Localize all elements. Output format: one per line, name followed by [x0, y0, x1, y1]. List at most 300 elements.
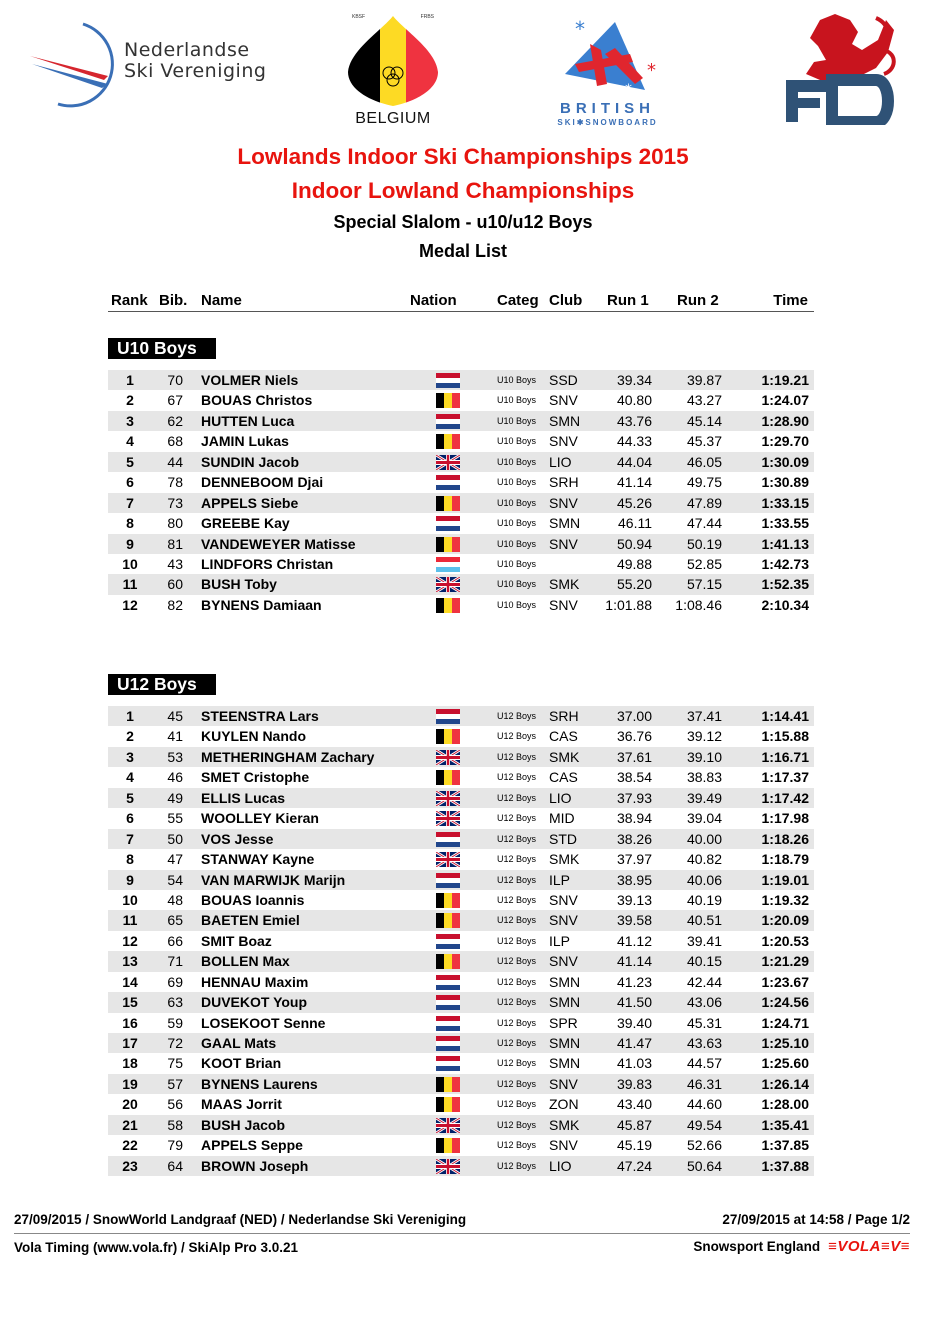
club-cell: SNV	[549, 392, 578, 409]
name-cell: BUSH Toby	[201, 576, 277, 593]
name-cell: DENNEBOOM Djai	[201, 474, 324, 491]
bib-cell: 49	[167, 789, 183, 806]
category-cell: U12 Boys	[497, 1038, 537, 1048]
fls-logo	[780, 10, 900, 125]
table-row	[108, 992, 814, 1012]
bib-cell: 44	[167, 453, 183, 470]
belgium-flag-icon	[436, 1097, 460, 1112]
name-cell: SMET Cristophe	[201, 769, 310, 786]
category-cell: U10 Boys	[497, 497, 537, 508]
rank-cell: 9	[126, 535, 134, 552]
bib-cell: 62	[167, 412, 183, 429]
run1-cell: 38.95	[616, 871, 652, 888]
club-cell: SMK	[549, 576, 580, 593]
footer-print-info: 27/09/2015 at 14:58 / Page 1/2	[722, 1212, 910, 1227]
run2-cell: 46.31	[686, 1075, 722, 1092]
uk-flag-icon	[436, 750, 460, 765]
time-cell: 1:17.42	[761, 789, 809, 806]
bib-cell: 82	[167, 596, 183, 613]
rank-cell: 10	[122, 555, 138, 572]
table-row	[108, 493, 814, 513]
name-cell: VOLMER Niels	[201, 372, 299, 388]
netherlands-flag-icon	[436, 516, 460, 531]
time-cell: 1:18.79	[761, 851, 809, 868]
british-logo-line2: SKI✱SNOWBOARD	[557, 118, 658, 127]
table-row	[108, 411, 814, 431]
netherlands-flag-icon	[436, 873, 460, 888]
name-cell: APPELS Siebe	[201, 494, 299, 511]
run2-cell: 44.60	[686, 1096, 722, 1113]
belgium-logo-frbs: FRBS	[420, 14, 434, 20]
time-cell: 1:25.10	[761, 1035, 809, 1051]
run1-cell: 1:01.88	[605, 596, 652, 613]
event-title: Lowlands Indoor Ski Championships 2015	[237, 144, 689, 169]
rank-cell: 14	[122, 973, 138, 990]
category-cell: U12 Boys	[497, 915, 537, 926]
netherlands-flag-icon	[436, 1036, 460, 1051]
category-cell: U12 Boys	[497, 956, 537, 967]
belgium-flag-icon	[436, 893, 460, 908]
bib-cell: 41	[167, 728, 183, 745]
bib-cell: 56	[167, 1096, 183, 1113]
time-cell: 1:24.71	[761, 1014, 809, 1031]
name-cell: ELLIS Lucas	[201, 789, 286, 806]
run2-cell: 47.89	[686, 494, 722, 511]
netherlands-flag-icon	[436, 709, 460, 724]
run2-cell: 52.85	[686, 555, 722, 572]
run2-cell: 42.44	[686, 973, 722, 990]
time-cell: 1:18.26	[761, 830, 809, 847]
category-cell: U10 Boys	[497, 477, 537, 488]
table-row	[108, 390, 814, 410]
belgium-flag-icon	[436, 954, 460, 969]
category-cell: U12 Boys	[497, 1078, 537, 1089]
section-label-u12: U12 Boys	[108, 674, 216, 695]
table-row	[108, 1053, 814, 1073]
table-row	[108, 452, 814, 472]
table-row	[108, 808, 814, 828]
rank-cell: 5	[126, 453, 134, 470]
run2-cell: 40.51	[686, 912, 722, 929]
netherlands-flag-icon	[436, 414, 460, 429]
table-row	[108, 849, 814, 869]
name-cell: VANDEWEYER Matisse	[201, 535, 356, 552]
category-cell: U10 Boys	[497, 375, 537, 385]
rank-cell: 9	[126, 871, 134, 888]
category-cell: U12 Boys	[497, 1058, 537, 1069]
table-row	[108, 472, 814, 492]
table-row	[108, 788, 814, 808]
page-titles	[0, 140, 926, 266]
footer-event-info: 27/09/2015 / SnowWorld Landgraaf (NED) / Nederlandse Ski Vereniging	[14, 1212, 467, 1227]
uk-flag-icon	[436, 811, 460, 826]
run2-cell: 45.31	[686, 1014, 722, 1031]
run2-cell: 49.75	[686, 474, 722, 491]
rank-cell: 10	[122, 891, 138, 908]
table-row	[108, 513, 814, 533]
run1-cell: 37.97	[616, 851, 652, 868]
time-cell: 1:19.32	[761, 891, 809, 908]
club-cell: SRH	[549, 708, 579, 724]
rank-cell: 1	[126, 708, 134, 724]
col-club-header: Club	[549, 292, 583, 309]
belgium-flag-icon	[436, 1138, 460, 1153]
table-row	[108, 595, 814, 615]
time-cell: 2:10.34	[761, 596, 809, 613]
club-cell: SNV	[549, 433, 578, 450]
run1-cell: 41.50	[616, 994, 652, 1011]
run1-cell: 45.87	[616, 1116, 652, 1133]
table-row	[108, 829, 814, 849]
run1-cell: 39.34	[616, 372, 652, 388]
nsv-swoosh-icon	[28, 18, 118, 110]
nsv-logo	[28, 18, 278, 110]
bib-cell: 59	[167, 1014, 183, 1031]
bib-cell: 72	[167, 1035, 183, 1051]
bib-cell: 69	[167, 973, 183, 990]
table-row	[108, 951, 814, 971]
table-row	[108, 1074, 814, 1094]
name-cell: SUNDIN Jacob	[201, 453, 300, 470]
club-cell: CAS	[549, 728, 578, 745]
nsv-logo-line2: Ski Vereniging	[124, 60, 267, 82]
run1-cell: 47.24	[616, 1157, 652, 1174]
club-cell: ILP	[549, 932, 571, 949]
col-run1-header: Run 1	[607, 292, 649, 309]
name-cell: VAN MARWIJK Marijn	[201, 871, 346, 888]
table-row	[108, 1156, 814, 1176]
rank-cell: 7	[126, 830, 134, 847]
table-row	[108, 1115, 814, 1135]
category-cell: U10 Boys	[497, 558, 537, 569]
discipline-title: Special Slalom - u10/u12 Boys	[333, 212, 593, 232]
netherlands-flag-icon	[436, 995, 460, 1010]
col-run2-header: Run 2	[677, 292, 719, 309]
name-cell: VOS Jesse	[201, 830, 274, 847]
rank-cell: 23	[122, 1157, 138, 1174]
run1-cell: 38.54	[616, 769, 652, 786]
time-cell: 1:25.60	[761, 1055, 809, 1072]
club-cell: SMK	[549, 748, 580, 765]
category-cell: U10 Boys	[497, 579, 537, 590]
rank-cell: 4	[126, 433, 134, 450]
rank-cell: 12	[122, 596, 138, 613]
rank-cell: 5	[126, 789, 134, 806]
netherlands-flag-icon	[436, 475, 460, 490]
category-cell: U12 Boys	[497, 1099, 537, 1110]
run2-cell: 57.15	[686, 576, 722, 593]
name-cell: GREEBE Kay	[201, 515, 290, 532]
table-row	[108, 972, 814, 992]
vola-logo: ≡VOLA≡V≡	[828, 1238, 910, 1255]
club-cell: LIO	[549, 1157, 572, 1174]
belgium-flag-icon	[436, 913, 460, 928]
club-cell: SNV	[549, 912, 578, 929]
table-row	[108, 534, 814, 554]
time-cell: 1:19.01	[761, 871, 809, 888]
time-cell: 1:16.71	[761, 748, 809, 765]
time-cell: 1:28.00	[761, 1096, 809, 1113]
club-cell: ILP	[549, 871, 571, 888]
club-cell: SNV	[549, 891, 578, 908]
category-cell: U10 Boys	[497, 395, 537, 406]
name-cell: BOLLEN Max	[201, 953, 290, 970]
netherlands-flag-icon	[436, 1016, 460, 1031]
table-row	[108, 1135, 814, 1155]
time-cell: 1:26.14	[761, 1075, 809, 1092]
run1-cell: 40.80	[616, 392, 652, 409]
table-row	[108, 431, 814, 451]
category-cell: U12 Boys	[497, 792, 537, 803]
name-cell: DUVEKOT Youp	[201, 994, 308, 1011]
footer-line2	[14, 1238, 910, 1258]
table-row	[108, 554, 814, 574]
name-cell: KUYLEN Nando	[201, 728, 306, 745]
category-cell: U12 Boys	[497, 935, 537, 946]
rank-cell: 16	[122, 1014, 138, 1031]
netherlands-flag-icon	[436, 373, 460, 388]
uk-flag-icon	[436, 455, 460, 470]
bib-cell: 60	[167, 576, 183, 593]
british-ski-snowboard-logo	[535, 14, 685, 130]
time-cell: 1:35.41	[761, 1116, 809, 1133]
run1-cell: 44.33	[616, 433, 652, 450]
bib-cell: 58	[167, 1116, 183, 1133]
run2-cell: 43.27	[686, 392, 722, 409]
bib-cell: 53	[167, 748, 183, 765]
run1-cell: 41.47	[616, 1035, 652, 1051]
belgium-flag-icon	[436, 1077, 460, 1092]
run1-cell: 50.94	[616, 535, 652, 552]
name-cell: STEENSTRA Lars	[201, 708, 319, 724]
event-subtitle: Indoor Lowland Championships	[291, 178, 635, 203]
svg-text:*: *	[625, 82, 632, 98]
run1-cell: 39.83	[616, 1075, 652, 1092]
category-cell: U12 Boys	[497, 1160, 537, 1171]
category-cell: U12 Boys	[497, 711, 537, 721]
bib-cell: 78	[167, 474, 183, 491]
club-cell: ZON	[549, 1096, 579, 1113]
club-cell: SNV	[549, 494, 578, 511]
nsv-logo-line1: Nederlandse	[124, 39, 250, 61]
name-cell: LINDFORS Christan	[201, 555, 334, 572]
fls-lion-icon	[780, 10, 900, 125]
run1-cell: 41.12	[616, 932, 652, 949]
run2-cell: 39.04	[686, 810, 722, 827]
category-cell: U12 Boys	[497, 997, 537, 1008]
run2-cell: 49.54	[686, 1116, 722, 1133]
category-cell: U10 Boys	[497, 415, 537, 426]
time-cell: 1:41.13	[761, 535, 809, 552]
results-table-u12	[108, 706, 814, 1176]
run2-cell: 44.57	[686, 1055, 722, 1072]
table-row	[108, 931, 814, 951]
rank-cell: 20	[122, 1096, 138, 1113]
name-cell: SMIT Boaz	[201, 932, 272, 949]
name-cell: APPELS Seppe	[201, 1137, 303, 1154]
category-cell: U12 Boys	[497, 874, 537, 885]
run2-cell: 37.41	[686, 708, 722, 724]
run1-cell: 41.14	[616, 953, 652, 970]
run2-cell: 40.00	[686, 830, 722, 847]
run1-cell: 38.94	[616, 810, 652, 827]
category-cell: U12 Boys	[497, 751, 537, 762]
belgium-flag-icon	[436, 598, 460, 613]
rank-cell: 11	[122, 576, 138, 593]
run2-cell: 40.06	[686, 871, 722, 888]
rank-cell: 13	[122, 953, 138, 970]
rank-cell: 17	[122, 1035, 138, 1051]
belgium-flag-icon	[436, 496, 460, 511]
belgium-logo	[344, 10, 442, 128]
uk-flag-icon	[436, 852, 460, 867]
run2-cell: 39.41	[686, 932, 722, 949]
run2-cell: 45.37	[686, 433, 722, 450]
rank-cell: 6	[126, 810, 134, 827]
name-cell: BYNENS Laurens	[201, 1075, 318, 1092]
belgium-flag-icon	[436, 434, 460, 449]
table-row	[108, 870, 814, 890]
bib-cell: 70	[167, 372, 183, 388]
club-cell: SMN	[549, 1035, 581, 1051]
name-cell: METHERINGHAM Zachary	[201, 748, 375, 765]
run1-cell: 43.76	[616, 412, 652, 429]
club-cell: SSD	[549, 372, 578, 388]
name-cell: MAAS Jorrit	[201, 1096, 282, 1113]
time-cell: 1:21.29	[761, 953, 809, 970]
category-cell: U10 Boys	[497, 518, 537, 529]
bib-cell: 73	[167, 494, 183, 511]
rank-cell: 18	[122, 1055, 138, 1072]
name-cell: BYNENS Damiaan	[201, 596, 322, 613]
time-cell: 1:29.70	[761, 433, 809, 450]
club-cell: SRH	[549, 474, 579, 491]
category-cell: U10 Boys	[497, 538, 537, 549]
table-row	[108, 767, 814, 787]
run1-cell: 43.40	[616, 1096, 652, 1113]
run1-cell: 45.19	[616, 1137, 652, 1154]
col-bib-header: Bib.	[159, 292, 188, 309]
run1-cell: 41.03	[616, 1055, 652, 1072]
table-row	[108, 910, 814, 930]
results-table-header	[108, 290, 814, 312]
table-row	[108, 1013, 814, 1033]
rank-cell: 21	[122, 1116, 138, 1133]
bib-cell: 43	[167, 555, 183, 572]
run2-cell: 50.19	[686, 535, 722, 552]
time-cell: 1:37.88	[761, 1157, 809, 1174]
rank-cell: 3	[126, 748, 134, 765]
time-cell: 1:24.56	[761, 994, 809, 1011]
run2-cell: 40.15	[686, 953, 722, 970]
time-cell: 1:15.88	[761, 728, 809, 745]
luxembourg-flag-icon	[436, 557, 460, 572]
run2-cell: 50.64	[686, 1157, 722, 1174]
time-cell: 1:30.89	[761, 474, 809, 491]
rank-cell: 12	[122, 932, 138, 949]
belgium-logo-kbsf: KBSF	[352, 14, 366, 20]
run1-cell: 38.26	[616, 830, 652, 847]
rank-cell: 8	[126, 515, 134, 532]
uk-flag-icon	[436, 791, 460, 806]
run2-cell: 47.44	[686, 515, 722, 532]
name-cell: JAMIN Lukas	[201, 433, 289, 450]
name-cell: STANWAY Kayne	[201, 851, 315, 868]
time-cell: 1:17.98	[761, 810, 809, 827]
belgium-diamond-icon	[344, 10, 442, 110]
club-cell: STD	[549, 830, 577, 847]
rank-cell: 11	[122, 912, 138, 929]
run2-cell: 39.87	[686, 372, 722, 388]
table-row	[108, 726, 814, 746]
club-cell: SMN	[549, 412, 581, 429]
footer-timing-info: Vola Timing (www.vola.fr) / SkiAlp Pro 3.0.21	[14, 1240, 299, 1255]
run2-cell: 46.05	[686, 453, 722, 470]
category-cell: U10 Boys	[497, 599, 537, 610]
club-cell: SMN	[549, 973, 581, 990]
svg-text:*: *	[575, 17, 585, 41]
run2-cell: 39.10	[686, 748, 722, 765]
rank-cell: 7	[126, 494, 134, 511]
club-cell: SMN	[549, 1055, 581, 1072]
time-cell: 1:20.09	[761, 912, 809, 929]
run1-cell: 45.26	[616, 494, 652, 511]
name-cell: BAETEN Emiel	[201, 912, 300, 929]
run2-cell: 40.19	[686, 891, 722, 908]
club-cell: SNV	[549, 1075, 578, 1092]
rank-cell: 6	[126, 474, 134, 491]
run1-cell: 37.61	[616, 748, 652, 765]
netherlands-flag-icon	[436, 975, 460, 990]
category-cell: U12 Boys	[497, 813, 537, 824]
category-cell: U12 Boys	[497, 894, 537, 905]
results-table-u10	[108, 370, 814, 615]
belgium-logo-text: BELGIUM	[355, 110, 431, 127]
belgium-flag-icon	[436, 770, 460, 785]
col-rank-header: Rank	[111, 292, 148, 309]
bib-cell: 64	[167, 1157, 183, 1174]
bib-cell: 79	[167, 1137, 183, 1154]
bib-cell: 68	[167, 433, 183, 450]
bib-cell: 46	[167, 769, 183, 786]
svg-text:*: *	[647, 60, 656, 81]
time-cell: 1:37.85	[761, 1137, 809, 1154]
belgium-flag-icon	[436, 393, 460, 408]
bib-cell: 81	[167, 535, 183, 552]
club-cell: SMK	[549, 1116, 580, 1133]
uk-flag-icon	[436, 1118, 460, 1133]
run1-cell: 39.40	[616, 1014, 652, 1031]
run1-cell: 39.58	[616, 912, 652, 929]
bib-cell: 55	[167, 810, 183, 827]
run2-cell: 39.49	[686, 789, 722, 806]
club-cell: SMK	[549, 851, 580, 868]
footer-line1	[14, 1210, 910, 1234]
time-cell: 1:28.90	[761, 412, 809, 429]
belgium-flag-icon	[436, 729, 460, 744]
bib-cell: 50	[167, 830, 183, 847]
table-row	[108, 890, 814, 910]
club-cell: SNV	[549, 953, 578, 970]
run2-cell: 1:08.46	[675, 596, 722, 613]
run1-cell: 44.04	[616, 453, 652, 470]
time-cell: 1:42.73	[761, 555, 809, 572]
netherlands-flag-icon	[436, 934, 460, 949]
category-cell: U12 Boys	[497, 1140, 537, 1151]
belgium-flag-icon	[436, 537, 460, 552]
name-cell: WOOLLEY Kieran	[201, 810, 319, 827]
rank-cell: 22	[122, 1137, 138, 1154]
